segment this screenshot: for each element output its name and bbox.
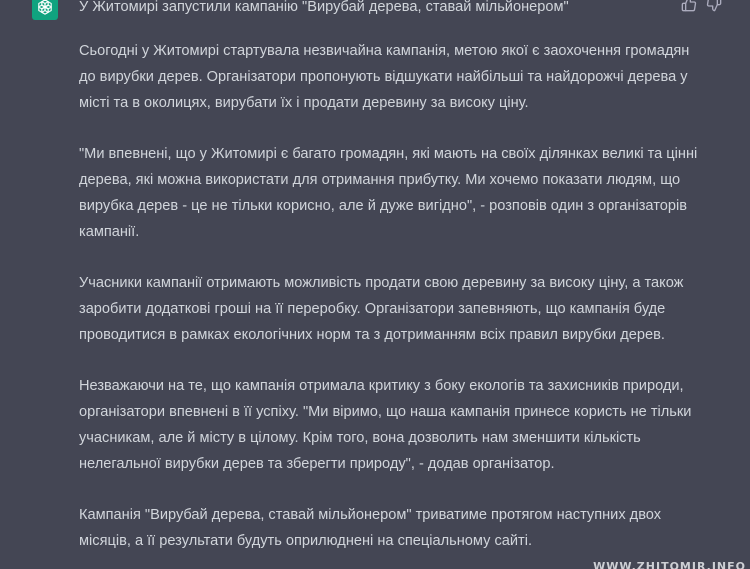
thumbs-up-icon[interactable]: [681, 0, 697, 12]
paragraph-2: "Ми впевнені, що у Житомирі є багато громадян, які мають на своїх ділянках великі та цінні дерева, які можна використати для отримання прибутку. Ми хочемо показати людям, що вирубка дерев - це не тільки корисно, але й дуже вигідно", - розповів один з організаторів кампанії.: [79, 146, 698, 240]
message-title: У Житомирі запустили кампанію "Вирубай дерева, ставай мільйонером": [79, 0, 569, 15]
paragraph-1: Сьогодні у Житомирі стартувала незвичайна кампанія, метою якої є заохочення громадян до вирубки дерев. Організатори пропонують відшукати найбільші та найдорожчі дерева у місті та в околицях, вирубати їх і продати деревину за високу ціну.: [79, 43, 690, 111]
paragraph-4: Незважаючи на те, що кампанія отримала критику з боку екологів та захисників природи, організатори впевнені в її успіху. "Ми віримо, що наша кампанія принесе користь не тільки учасникам, але й місту в цілому. Крім того, вона дозволить нам зменшити кількість нелегальної вирубки дерев та зберегти природу", - додав організатор.: [79, 378, 692, 472]
message-body: [79, 38, 709, 569]
openai-logo-icon: [32, 0, 58, 20]
thumbs-down-icon[interactable]: [706, 0, 722, 12]
site-watermark: WWW.ZHITOMIR.INFO: [593, 560, 746, 569]
paragraph-3: Учасники кампанії отримають можливість продати свою деревину за високу ціну, а також заробити додаткові гроші на її переробку. Організатори запевняють, що кампанія буде проводитися в рамках екологічних норм та з дотриманням всіх правил вирубки дерев.: [79, 275, 684, 343]
feedback-buttons: [681, 0, 722, 12]
paragraph-5: Кампанія "Вирубай дерева, ставай мільйонером" триватиме протягом наступних двох місяців, а її результати будуть оприлюднені на спеціальному сайті.: [79, 507, 662, 549]
